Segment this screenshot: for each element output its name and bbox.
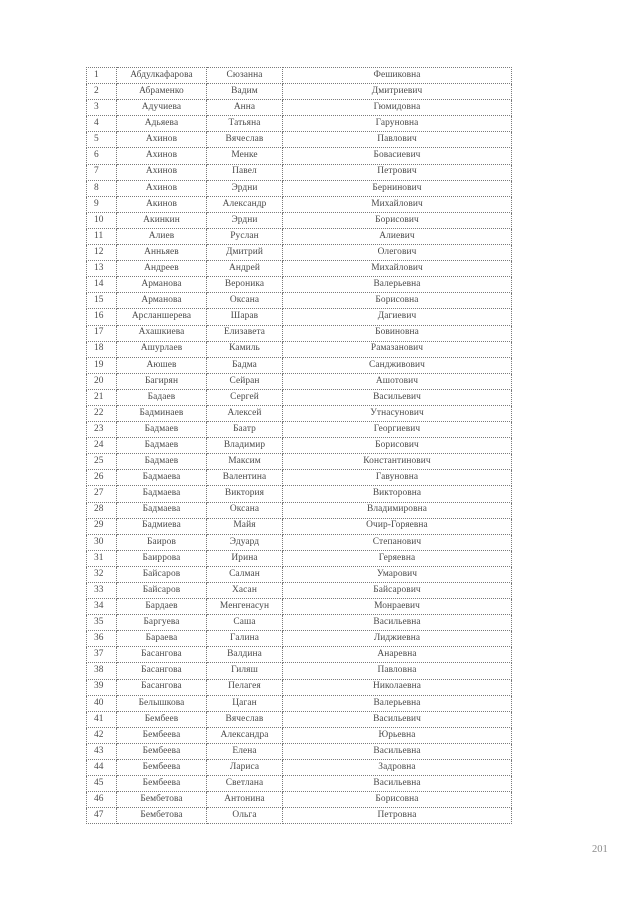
table-row bbox=[87, 486, 512, 502]
patronymic-cell: Ашотович bbox=[283, 373, 512, 389]
patronymic-cell: Васильевна bbox=[283, 743, 512, 759]
patronymic-cell: Константинович bbox=[283, 454, 512, 470]
last-name-cell: Байсаров bbox=[117, 566, 207, 582]
last-name-cell: Ахинов bbox=[117, 132, 207, 148]
first-name-cell: Оксана bbox=[207, 502, 283, 518]
row-number-cell: 16 bbox=[87, 309, 117, 325]
table-row bbox=[87, 454, 512, 470]
document-page bbox=[86, 67, 511, 824]
row-number-cell: 38 bbox=[87, 663, 117, 679]
table-row bbox=[87, 599, 512, 615]
patronymic-cell: Лиджиевна bbox=[283, 631, 512, 647]
first-name-cell: Эрдни bbox=[207, 212, 283, 228]
row-number-cell: 2 bbox=[87, 84, 117, 100]
first-name-cell: Камиль bbox=[207, 341, 283, 357]
row-number-cell: 14 bbox=[87, 277, 117, 293]
table-row bbox=[87, 261, 512, 277]
row-number-cell: 22 bbox=[87, 405, 117, 421]
last-name-cell: Баиррова bbox=[117, 550, 207, 566]
row-number-cell: 26 bbox=[87, 470, 117, 486]
page-number: 201 bbox=[592, 844, 608, 855]
row-number-cell: 37 bbox=[87, 647, 117, 663]
first-name-cell: Ольга bbox=[207, 808, 283, 824]
row-number-cell: 8 bbox=[87, 180, 117, 196]
first-name-cell: Елизавета bbox=[207, 325, 283, 341]
table-row bbox=[87, 470, 512, 486]
row-number-cell: 41 bbox=[87, 711, 117, 727]
row-number-cell: 47 bbox=[87, 808, 117, 824]
row-number-cell: 9 bbox=[87, 196, 117, 212]
patronymic-cell: Бовасиевич bbox=[283, 148, 512, 164]
roster-table-body bbox=[87, 68, 512, 824]
patronymic-cell: Рамазанович bbox=[283, 341, 512, 357]
table-row bbox=[87, 84, 512, 100]
table-row bbox=[87, 196, 512, 212]
first-name-cell: Анна bbox=[207, 100, 283, 116]
first-name-cell: Алексей bbox=[207, 405, 283, 421]
table-row bbox=[87, 389, 512, 405]
last-name-cell: Абраменко bbox=[117, 84, 207, 100]
last-name-cell: Бадмаев bbox=[117, 454, 207, 470]
table-row bbox=[87, 727, 512, 743]
first-name-cell: Лариса bbox=[207, 760, 283, 776]
table-row bbox=[87, 325, 512, 341]
patronymic-cell: Васильевич bbox=[283, 389, 512, 405]
first-name-cell: Валдина bbox=[207, 647, 283, 663]
row-number-cell: 6 bbox=[87, 148, 117, 164]
row-number-cell: 10 bbox=[87, 212, 117, 228]
last-name-cell: Бембеева bbox=[117, 760, 207, 776]
row-number-cell: 30 bbox=[87, 534, 117, 550]
row-number-cell: 21 bbox=[87, 389, 117, 405]
first-name-cell: Вячеслав bbox=[207, 711, 283, 727]
patronymic-cell: Борисович bbox=[283, 212, 512, 228]
table-row bbox=[87, 68, 512, 84]
table-row bbox=[87, 743, 512, 759]
last-name-cell: Арманова bbox=[117, 277, 207, 293]
first-name-cell: Менгенасун bbox=[207, 599, 283, 615]
patronymic-cell: Геряевна bbox=[283, 550, 512, 566]
first-name-cell: Саша bbox=[207, 615, 283, 631]
last-name-cell: Бадмаев bbox=[117, 438, 207, 454]
row-number-cell: 23 bbox=[87, 422, 117, 438]
row-number-cell: 12 bbox=[87, 245, 117, 261]
row-number-cell: 27 bbox=[87, 486, 117, 502]
last-name-cell: Бадмаева bbox=[117, 470, 207, 486]
row-number-cell: 15 bbox=[87, 293, 117, 309]
first-name-cell: Максим bbox=[207, 454, 283, 470]
row-number-cell: 20 bbox=[87, 373, 117, 389]
table-row bbox=[87, 438, 512, 454]
row-number-cell: 31 bbox=[87, 550, 117, 566]
last-name-cell: Акинов bbox=[117, 196, 207, 212]
last-name-cell: Адучиева bbox=[117, 100, 207, 116]
last-name-cell: Арсланшерева bbox=[117, 309, 207, 325]
first-name-cell: Баатр bbox=[207, 422, 283, 438]
last-name-cell: Бадмаева bbox=[117, 502, 207, 518]
table-row bbox=[87, 405, 512, 421]
table-row bbox=[87, 373, 512, 389]
table-row bbox=[87, 583, 512, 599]
patronymic-cell: Утнасунович bbox=[283, 405, 512, 421]
table-row bbox=[87, 277, 512, 293]
row-number-cell: 46 bbox=[87, 792, 117, 808]
table-row bbox=[87, 679, 512, 695]
last-name-cell: Бадаев bbox=[117, 389, 207, 405]
first-name-cell: Майя bbox=[207, 518, 283, 534]
table-row bbox=[87, 550, 512, 566]
table-row bbox=[87, 357, 512, 373]
last-name-cell: Адьяева bbox=[117, 116, 207, 132]
patronymic-cell: Олегович bbox=[283, 245, 512, 261]
last-name-cell: Бембеева bbox=[117, 776, 207, 792]
first-name-cell: Гиляш bbox=[207, 663, 283, 679]
patronymic-cell: Задровна bbox=[283, 760, 512, 776]
patronymic-cell: Павловна bbox=[283, 663, 512, 679]
table-row bbox=[87, 566, 512, 582]
first-name-cell: Бадма bbox=[207, 357, 283, 373]
table-row bbox=[87, 695, 512, 711]
first-name-cell: Андрей bbox=[207, 261, 283, 277]
table-row bbox=[87, 711, 512, 727]
table-row bbox=[87, 631, 512, 647]
row-number-cell: 28 bbox=[87, 502, 117, 518]
patronymic-cell: Гаруновна bbox=[283, 116, 512, 132]
row-number-cell: 24 bbox=[87, 438, 117, 454]
first-name-cell: Менке bbox=[207, 148, 283, 164]
first-name-cell: Пелагея bbox=[207, 679, 283, 695]
last-name-cell: Бембеев bbox=[117, 711, 207, 727]
patronymic-cell: Дмитриевич bbox=[283, 84, 512, 100]
patronymic-cell: Васильевна bbox=[283, 776, 512, 792]
row-number-cell: 32 bbox=[87, 566, 117, 582]
last-name-cell: Баргуева bbox=[117, 615, 207, 631]
first-name-cell: Хасан bbox=[207, 583, 283, 599]
patronymic-cell: Викторовна bbox=[283, 486, 512, 502]
first-name-cell: Елена bbox=[207, 743, 283, 759]
table-row bbox=[87, 245, 512, 261]
first-name-cell: Антонина bbox=[207, 792, 283, 808]
table-row bbox=[87, 132, 512, 148]
last-name-cell: Бембеева bbox=[117, 727, 207, 743]
first-name-cell: Оксана bbox=[207, 293, 283, 309]
first-name-cell: Александра bbox=[207, 727, 283, 743]
last-name-cell: Бембетова bbox=[117, 792, 207, 808]
first-name-cell: Руслан bbox=[207, 228, 283, 244]
first-name-cell: Владимир bbox=[207, 438, 283, 454]
row-number-cell: 43 bbox=[87, 743, 117, 759]
patronymic-cell: Петровна bbox=[283, 808, 512, 824]
row-number-cell: 29 bbox=[87, 518, 117, 534]
last-name-cell: Басангова bbox=[117, 647, 207, 663]
first-name-cell: Светлана bbox=[207, 776, 283, 792]
patronymic-cell: Павлович bbox=[283, 132, 512, 148]
row-number-cell: 33 bbox=[87, 583, 117, 599]
last-name-cell: Бадминаев bbox=[117, 405, 207, 421]
last-name-cell: Бембеева bbox=[117, 743, 207, 759]
table-row bbox=[87, 518, 512, 534]
patronymic-cell: Васильевич bbox=[283, 711, 512, 727]
patronymic-cell: Петрович bbox=[283, 164, 512, 180]
first-name-cell: Александр bbox=[207, 196, 283, 212]
row-number-cell: 5 bbox=[87, 132, 117, 148]
patronymic-cell: Борисович bbox=[283, 438, 512, 454]
row-number-cell: 1 bbox=[87, 68, 117, 84]
first-name-cell: Цаган bbox=[207, 695, 283, 711]
row-number-cell: 25 bbox=[87, 454, 117, 470]
first-name-cell: Татьяна bbox=[207, 116, 283, 132]
first-name-cell: Вероника bbox=[207, 277, 283, 293]
table-row bbox=[87, 422, 512, 438]
first-name-cell: Салман bbox=[207, 566, 283, 582]
first-name-cell: Павел bbox=[207, 164, 283, 180]
last-name-cell: Ахинов bbox=[117, 164, 207, 180]
patronymic-cell: Гюмидовна bbox=[283, 100, 512, 116]
first-name-cell: Валентина bbox=[207, 470, 283, 486]
patronymic-cell: Сандживович bbox=[283, 357, 512, 373]
table-row bbox=[87, 534, 512, 550]
patronymic-cell: Байсарович bbox=[283, 583, 512, 599]
patronymic-cell: Монраевич bbox=[283, 599, 512, 615]
table-row bbox=[87, 180, 512, 196]
last-name-cell: Баиров bbox=[117, 534, 207, 550]
first-name-cell: Вячеслав bbox=[207, 132, 283, 148]
first-name-cell: Виктория bbox=[207, 486, 283, 502]
table-row bbox=[87, 776, 512, 792]
row-number-cell: 17 bbox=[87, 325, 117, 341]
last-name-cell: Багирян bbox=[117, 373, 207, 389]
last-name-cell: Басангова bbox=[117, 663, 207, 679]
last-name-cell: Бадмаева bbox=[117, 486, 207, 502]
last-name-cell: Басангова bbox=[117, 679, 207, 695]
last-name-cell: Андреев bbox=[117, 261, 207, 277]
last-name-cell: Ахинов bbox=[117, 148, 207, 164]
patronymic-cell: Георгиевич bbox=[283, 422, 512, 438]
patronymic-cell: Борисовна bbox=[283, 792, 512, 808]
first-name-cell: Вадим bbox=[207, 84, 283, 100]
table-row bbox=[87, 309, 512, 325]
first-name-cell: Сейран bbox=[207, 373, 283, 389]
first-name-cell: Эдуард bbox=[207, 534, 283, 550]
patronymic-cell: Михайлович bbox=[283, 196, 512, 212]
patronymic-cell: Умарович bbox=[283, 566, 512, 582]
last-name-cell: Байсаров bbox=[117, 583, 207, 599]
last-name-cell: Арманова bbox=[117, 293, 207, 309]
last-name-cell: Аюшев bbox=[117, 357, 207, 373]
first-name-cell: Дмитрий bbox=[207, 245, 283, 261]
row-number-cell: 45 bbox=[87, 776, 117, 792]
patronymic-cell: Дагиевич bbox=[283, 309, 512, 325]
row-number-cell: 35 bbox=[87, 615, 117, 631]
last-name-cell: Бембетова bbox=[117, 808, 207, 824]
last-name-cell: Бардаев bbox=[117, 599, 207, 615]
table-row bbox=[87, 116, 512, 132]
last-name-cell: Бадмаев bbox=[117, 422, 207, 438]
row-number-cell: 44 bbox=[87, 760, 117, 776]
last-name-cell: Ахинов bbox=[117, 180, 207, 196]
last-name-cell: Бадмиева bbox=[117, 518, 207, 534]
patronymic-cell: Васильевна bbox=[283, 615, 512, 631]
patronymic-cell: Степанович bbox=[283, 534, 512, 550]
table-row bbox=[87, 502, 512, 518]
last-name-cell: Ахашкиева bbox=[117, 325, 207, 341]
last-name-cell: Бараева bbox=[117, 631, 207, 647]
first-name-cell: Галина bbox=[207, 631, 283, 647]
last-name-cell: Акинкин bbox=[117, 212, 207, 228]
patronymic-cell: Николаевна bbox=[283, 679, 512, 695]
row-number-cell: 3 bbox=[87, 100, 117, 116]
table-row bbox=[87, 615, 512, 631]
roster-table bbox=[86, 67, 512, 824]
patronymic-cell: Юрьевна bbox=[283, 727, 512, 743]
table-row bbox=[87, 100, 512, 116]
patronymic-cell: Бернинович bbox=[283, 180, 512, 196]
patronymic-cell: Гавуновна bbox=[283, 470, 512, 486]
row-number-cell: 39 bbox=[87, 679, 117, 695]
row-number-cell: 11 bbox=[87, 228, 117, 244]
last-name-cell: Анньяев bbox=[117, 245, 207, 261]
table-row bbox=[87, 293, 512, 309]
patronymic-cell: Анаревна bbox=[283, 647, 512, 663]
first-name-cell: Сюзанна bbox=[207, 68, 283, 84]
last-name-cell: Ашурлаев bbox=[117, 341, 207, 357]
row-number-cell: 36 bbox=[87, 631, 117, 647]
table-row bbox=[87, 808, 512, 824]
patronymic-cell: Очир-Горяевна bbox=[283, 518, 512, 534]
table-row bbox=[87, 212, 512, 228]
last-name-cell: Алиев bbox=[117, 228, 207, 244]
first-name-cell: Шарав bbox=[207, 309, 283, 325]
patronymic-cell: Алиевич bbox=[283, 228, 512, 244]
row-number-cell: 34 bbox=[87, 599, 117, 615]
row-number-cell: 19 bbox=[87, 357, 117, 373]
patronymic-cell: Борисовна bbox=[283, 293, 512, 309]
last-name-cell: Абдулкафарова bbox=[117, 68, 207, 84]
table-row bbox=[87, 647, 512, 663]
first-name-cell: Ирина bbox=[207, 550, 283, 566]
patronymic-cell: Валерьевна bbox=[283, 277, 512, 293]
row-number-cell: 13 bbox=[87, 261, 117, 277]
table-row bbox=[87, 341, 512, 357]
patronymic-cell: Владимировна bbox=[283, 502, 512, 518]
first-name-cell: Эрдни bbox=[207, 180, 283, 196]
table-row bbox=[87, 148, 512, 164]
first-name-cell: Сергей bbox=[207, 389, 283, 405]
table-row bbox=[87, 792, 512, 808]
table-row bbox=[87, 164, 512, 180]
patronymic-cell: Михайлович bbox=[283, 261, 512, 277]
table-row bbox=[87, 663, 512, 679]
table-row bbox=[87, 228, 512, 244]
table-row bbox=[87, 760, 512, 776]
row-number-cell: 4 bbox=[87, 116, 117, 132]
row-number-cell: 42 bbox=[87, 727, 117, 743]
row-number-cell: 7 bbox=[87, 164, 117, 180]
patronymic-cell: Бовиновна bbox=[283, 325, 512, 341]
patronymic-cell: Валерьевна bbox=[283, 695, 512, 711]
row-number-cell: 40 bbox=[87, 695, 117, 711]
row-number-cell: 18 bbox=[87, 341, 117, 357]
last-name-cell: Белышкова bbox=[117, 695, 207, 711]
patronymic-cell: Фешиковна bbox=[283, 68, 512, 84]
